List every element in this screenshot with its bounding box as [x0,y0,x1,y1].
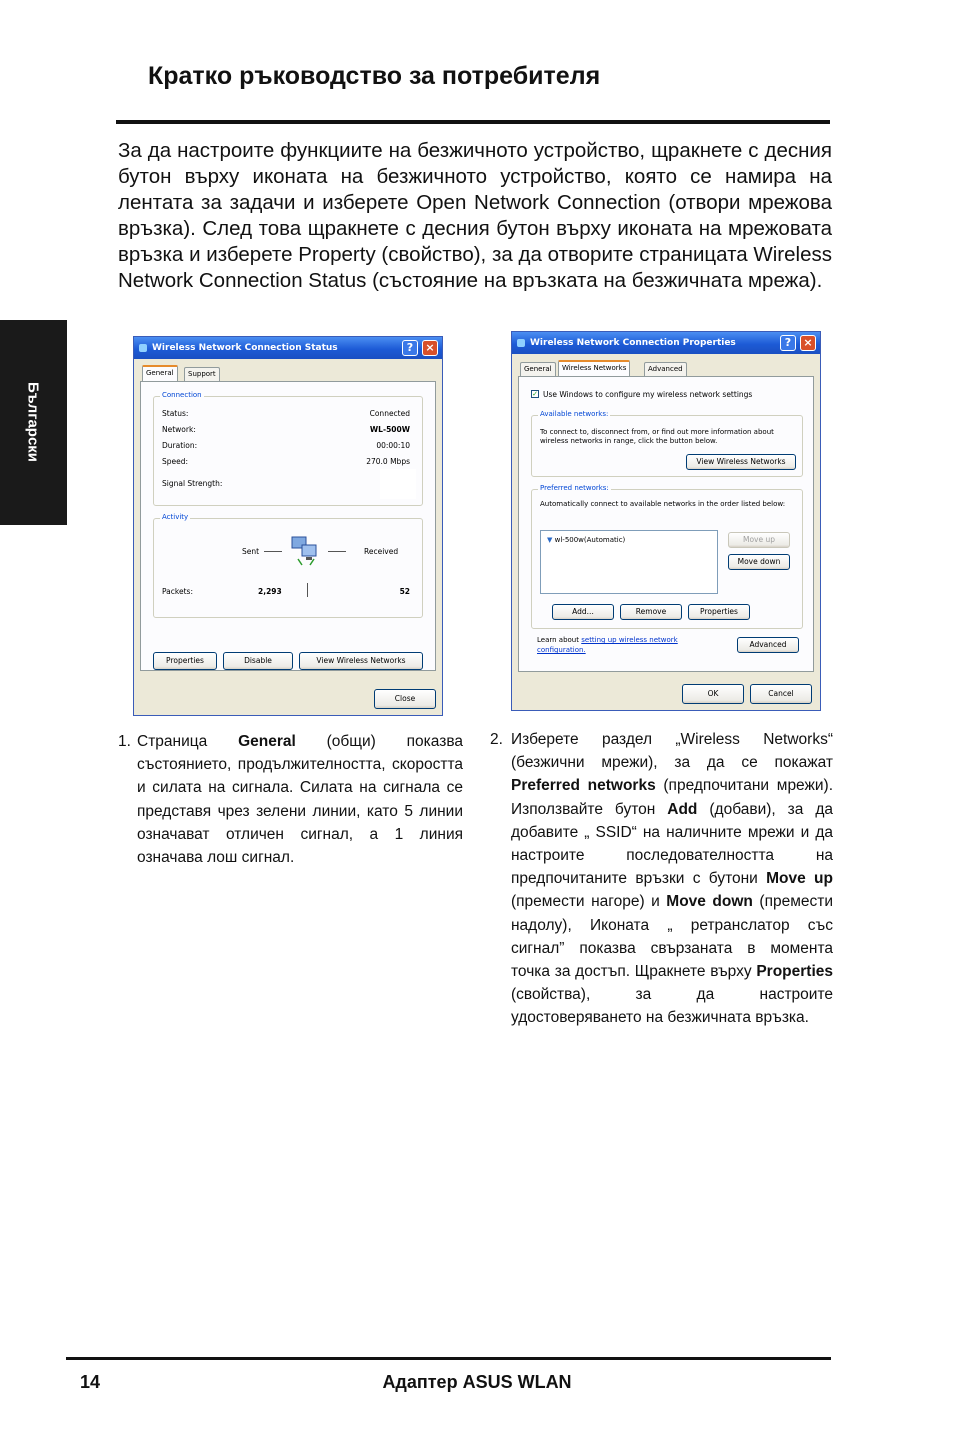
caption-bold-term: Move down [666,893,753,911]
status-window-titlebar [134,337,442,359]
use-windows-label: Use Windows to configure my wireless network settings [543,390,753,399]
caption-text-run: Страница [137,733,239,750]
caption-bold-term: Properties [756,963,833,981]
received-line [328,551,346,552]
caption-text-run: (свойства), за да настроите удостоверяването на безжичната връзка. [511,986,833,1027]
status-panel [140,381,436,671]
caption-text-run: (предпочитани мрежи). Използвайте бутон [511,777,833,818]
signal-strength-label: Signal Strength: [162,479,223,488]
learn-about-text [537,635,707,655]
caption-1-number: 1. [118,733,131,750]
packets-label: Packets: [162,587,193,596]
caption-bold-term: General [238,733,296,750]
network-value: WL-500W [369,425,410,434]
properties-button[interactable]: Properties [153,652,217,670]
footer-title: Адаптер ASUS WLAN [382,1372,572,1392]
network-computers-icon [288,533,324,569]
view-wireless-networks-button[interactable]: View Wireless Networks [299,652,423,670]
properties-button[interactable]: Properties [688,604,750,620]
available-networks-label: Available networks: [540,410,609,418]
speed-value: 270.0 Mbps [366,457,410,466]
intro-paragraph: За да настроите функциите на безжичното устройство, щракнете с десния бутон върху иконата на безжичното устройство, която се намира на лентата за задачи и изберете Open Network Connection (отвори мрежова връзка). След това щракнете с десния бутон върху иконата на мрежовата връзка и изберете Property (свойство), за да отворите страницата Wireless Network Connection Status (състояние на връзката на безжичната мрежа). [118,139,832,292]
status-window [133,336,443,716]
preferred-networks-group [531,484,803,629]
speed-label: Speed: [162,457,189,466]
help-icon[interactable]: ? [780,335,796,351]
learn-about-prefix: Learn about [537,636,579,644]
network-icon [139,344,147,352]
move-down-button[interactable]: Move down [728,554,790,570]
available-networks-group [531,410,803,477]
network-icon [517,339,525,347]
close-button[interactable]: Close [374,689,436,709]
duration-value: 00:00:10 [376,441,410,450]
caption-text-run: (премести нагоре) и [511,893,667,911]
tab-support[interactable]: Support [184,367,220,381]
connection-group [153,391,423,506]
cancel-button[interactable]: Cancel [750,684,812,704]
use-windows-checkbox[interactable]: ✓ [532,390,538,398]
help-icon[interactable]: ? [402,340,418,356]
sent-label: Sent [242,547,260,556]
disable-button[interactable]: Disable [223,652,293,670]
network-label: Network: [162,425,196,434]
advanced-button[interactable]: Advanced [737,637,799,653]
caption-2-text [511,728,833,1030]
status-value: Connected [369,409,410,418]
connection-group-label: Connection [162,391,202,399]
list-item[interactable] [547,536,625,544]
preferred-networks-label: Preferred networks: [540,484,609,492]
remove-button[interactable]: Remove [620,604,682,620]
caption-bold-term: Preferred networks [511,777,656,795]
received-label: Received [364,547,399,556]
caption-2-number: 2. [490,731,503,748]
packets-divider [307,583,308,597]
available-networks-text: To connect to, disconnect from, or find out more information about wireless networks in range, click the button below. [540,428,774,445]
properties-window-title: Wireless Network Connection Properties [530,338,736,348]
antenna-icon: ▼ [547,536,553,544]
caption-1-text [137,730,463,869]
tab-general[interactable]: General [142,365,178,381]
learn-about-link[interactable]: setting up wireless network configuration. [537,636,678,654]
caption-text-run: (добави), за да добавите „ SSID“ на наличните мрежи и да настроите последователността на предпочитаните връзки с бутони [511,800,833,888]
wireless-networks-panel [518,376,814,672]
tab-wireless-networks[interactable]: Wireless Networks [558,360,630,376]
packets-received-value: 52 [399,587,410,596]
status-window-title: Wireless Network Connection Status [152,343,338,353]
preferred-networks-text: Automatically connect to available networks in the order listed below: [540,500,786,508]
ok-button[interactable]: OK [682,684,744,704]
activity-group-label: Activity [162,513,189,521]
preferred-networks-list[interactable] [540,530,718,594]
page-title: Кратко ръководство за потребителя [148,62,601,90]
page-number: 14 [80,1372,101,1392]
footer-divider [66,1357,831,1360]
activity-group [153,513,423,618]
caption-text-run: (премести надолу), Иконата „ ретранслатор със сигнал” показва свързаната в момента точка за достъп. Щракнете върху [511,893,833,981]
language-side-tab [0,320,67,525]
close-icon[interactable]: × [422,340,438,356]
caption-bold-term: Add [667,800,698,818]
status-label: Status: [162,409,189,418]
caption-bold-term: Move up [766,870,833,888]
caption-text-run: Изберете раздел „Wireless Networks“ (безжични мрежи), за да се покажат [511,731,833,772]
close-icon[interactable]: × [800,335,816,351]
tab-general[interactable]: General [520,362,556,376]
caption-text-run: (общи) показва състоянието, продължителността, скоростта и силата на сигнала. Силата на сигнала се представя чрез зелени линии, като 5 линии означават отличен сигнал, а 1 линия означава лош сигнал. [137,733,464,867]
tab-advanced[interactable]: Advanced [644,362,687,376]
signal-strength-bars [380,469,416,499]
view-wireless-networks-button[interactable]: View Wireless Networks [686,454,796,470]
packets-sent-value: 2,293 [258,587,282,596]
title-divider [116,120,830,124]
list-item-label: wl-500w(Automatic) [554,536,626,544]
move-up-button[interactable]: Move up [728,532,790,548]
properties-window [511,331,821,711]
sent-line [264,551,282,552]
language-label: Български [24,381,42,463]
duration-label: Duration: [162,441,198,450]
properties-window-titlebar [512,332,820,354]
add-button[interactable]: Add... [552,604,614,620]
